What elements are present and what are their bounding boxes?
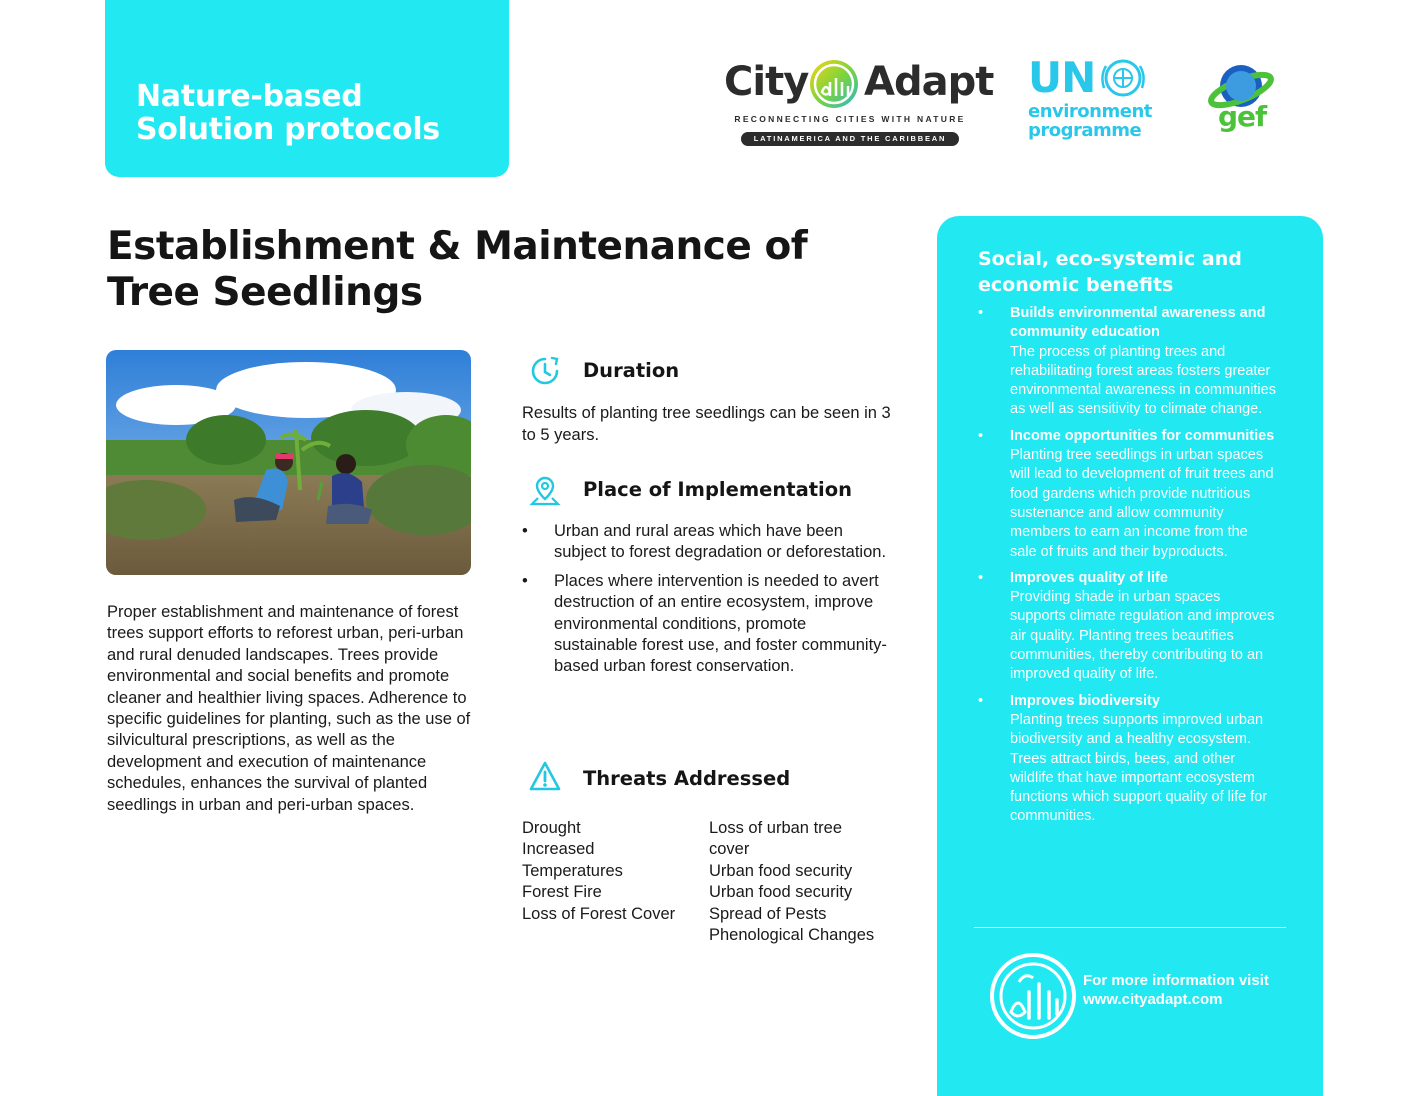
threat-item: Temperatures — [522, 861, 623, 880]
intro-paragraph: Proper establishment and maintenance of forest trees support efforts to reforest urban, peri-urban and rural denuded landscapes. Trees provide environmental and social benefits and promote cleaner and healthier living spaces. Adherence to specific guidelines for planting, such as the use of silvicultural prescriptions, as well as the development and execution of maintenance schedules, enhances the survival of planted seedlings in urban and peri-urban spaces. — [107, 603, 471, 814]
threat-item: Phenological Changes — [709, 926, 875, 945]
gef-logo — [1208, 60, 1278, 140]
threat-item: Forest Fire — [522, 883, 602, 902]
benefits-panel — [937, 216, 1323, 1096]
benefit-text: The process of planting trees and rehabilitating forest areas fosters greater environmental awareness in communities as well as sensitivity to climate change. — [1010, 343, 1276, 418]
place-list — [522, 521, 892, 685]
threat-item: Urban food security — [709, 861, 853, 880]
threats-column-2 — [709, 818, 909, 946]
duration-heading: Duration — [583, 359, 680, 382]
cityadapt-emblem-white-icon — [989, 952, 1077, 1040]
threats-heading: Threats Addressed — [583, 767, 791, 790]
threat-item: Spread of Pests — [709, 904, 827, 923]
gef-logo-text: gef — [1218, 100, 1267, 133]
seedling-planting-photo — [106, 350, 471, 575]
cityadapt-logo — [724, 58, 994, 148]
threat-item: cover — [709, 840, 750, 859]
threat-item: Urban food security — [709, 883, 853, 902]
warning-icon — [528, 760, 562, 794]
list-item: • Urban and rural areas which have been subject to forest degradation or deforestation. — [522, 521, 892, 564]
benefit-title: • Improves quality of life — [1010, 569, 1168, 586]
location-pin-icon — [528, 474, 562, 508]
cityadapt-tagline: RECONNECTING CITIES WITH NATURE — [734, 114, 966, 124]
threat-item: Loss of urban tree — [709, 819, 842, 837]
clock-icon — [528, 354, 562, 388]
photo-illustration — [106, 350, 471, 575]
cityadapt-region: LATINAMERICA AND THE CARIBBEAN — [741, 132, 959, 146]
benefit-item — [978, 692, 1278, 827]
benefit-text: Providing shade in urban spaces supports climate regulation and improves air quality. Planting trees beautifies communities, thereby contributing to an improved quality of life. — [1010, 589, 1275, 683]
benefit-item — [978, 427, 1278, 562]
benefit-title: • Income opportunities for communities — [1010, 427, 1275, 444]
benefits-list — [978, 304, 1278, 834]
benefit-title: • Improves biodiversity — [1010, 692, 1160, 709]
benefit-item — [978, 304, 1278, 420]
un-emblem-icon — [1100, 58, 1146, 98]
cityadapt-emblem-icon — [808, 58, 860, 110]
cityadapt-logo-word-left: City — [724, 59, 809, 105]
banner-title: Nature-based Solution protocols — [136, 79, 440, 147]
un-environment-logo — [1028, 53, 1158, 148]
threat-item: Loss of Forest Cover — [522, 904, 676, 923]
threat-item: Increased — [522, 840, 595, 859]
duration-text: Results of planting tree seedlings can be seen in 3 to 5 years. — [522, 404, 891, 444]
list-item: • Places where intervention is needed to avert destruction of an entire ecosystem, improve environmental conditions, promote sustainable forest use, and foster community-based urban forest conservation. — [522, 571, 892, 678]
header-banner — [105, 0, 509, 177]
benefit-item — [978, 569, 1278, 685]
benefits-heading: Social, eco-systemic and economic benefits — [978, 248, 1242, 296]
threat-item: Drought — [522, 819, 581, 837]
benefit-title: • Builds environmental awareness and community education — [1010, 305, 1266, 341]
un-logo-text: UN — [1028, 53, 1096, 102]
cityadapt-logo-word-right: Adapt — [864, 59, 994, 105]
page-title: Establishment & Maintenance of Tree Seedlings — [107, 224, 808, 315]
panel-divider — [974, 927, 1286, 928]
un-logo-subtitle: environment programme — [1028, 101, 1152, 141]
benefit-text: Planting tree seedlings in urban spaces will lead to development of fruit trees and food gardens which provide nutritious sustenance and allow community members to earn an income from the sale of fruits and their byproducts. — [1010, 447, 1274, 560]
threats-column-1 — [522, 818, 702, 925]
place-heading: Place of Implementation — [583, 478, 853, 501]
more-info-link[interactable]: For more information visit www.cityadapt.com — [1083, 972, 1269, 1008]
benefit-text: Planting trees supports improved urban biodiversity and a healthy ecosystem. Trees attract birds, bees, and other wildlife that have important ecosystem functions which support quality of life for communities. — [1010, 711, 1268, 825]
